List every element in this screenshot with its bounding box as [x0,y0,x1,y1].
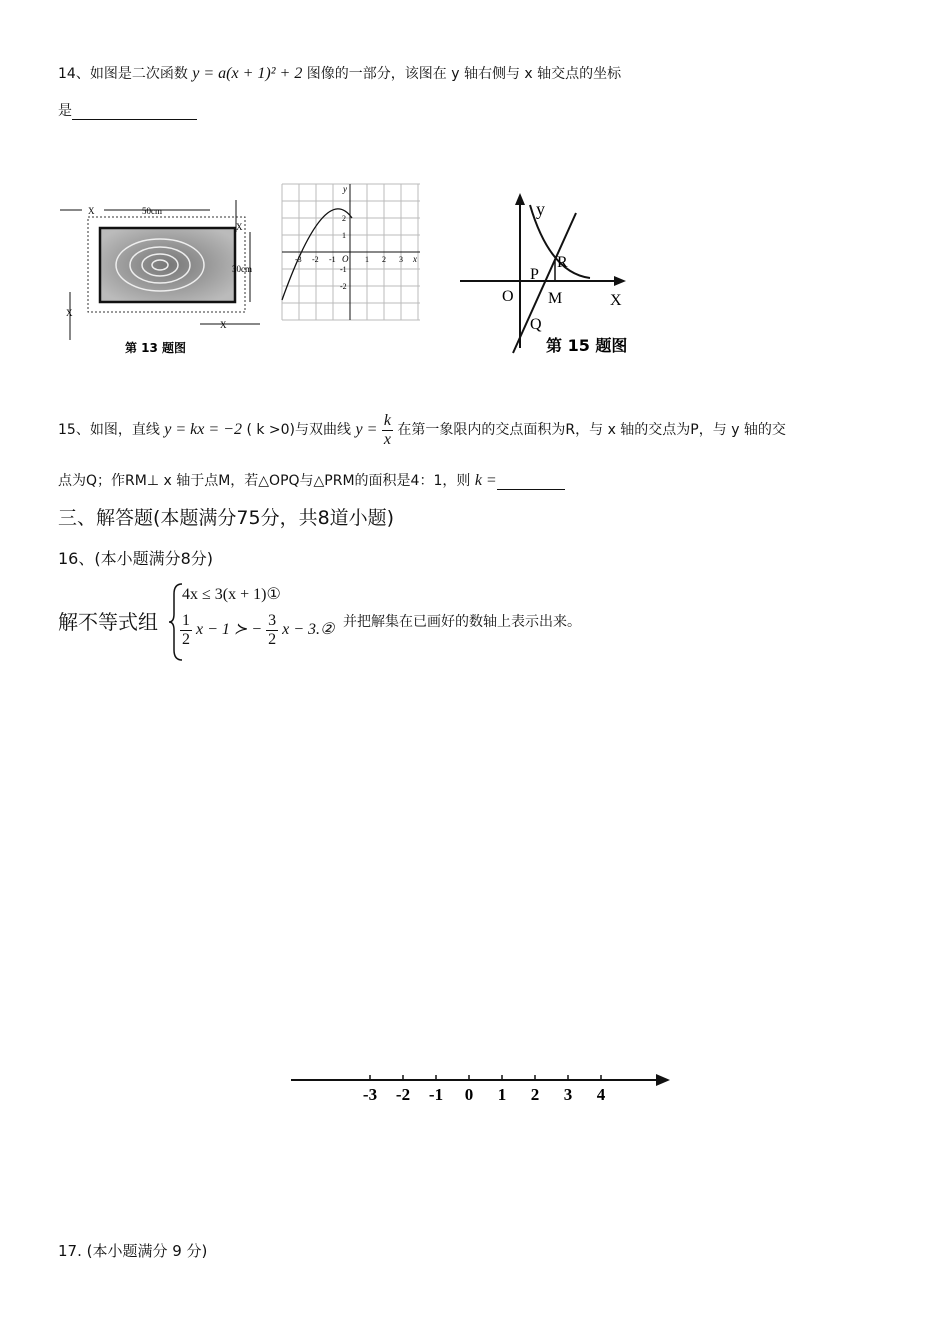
fig15-r-label: R [557,254,568,271]
q16-3half-numerator: 3 [268,612,277,629]
q16-inequality-2 [180,612,334,649]
section-3-title: 三、解答题(本题满分75分，共8道小题) [58,507,395,529]
fig14-ytick: -1 [340,265,347,274]
q14-formula: y = a(x + 1)² + 2 [192,65,303,82]
fig14-xtick: 2 [382,255,386,264]
q15-answer-blank[interactable] [497,475,565,490]
fig13-x-label-left: X [66,308,73,318]
q14-line2-text: 是 [58,103,72,119]
number-line-label: 1 [497,1085,507,1104]
fig15-line [513,213,576,353]
q15-hyp-denominator: x [383,430,391,448]
q16-tail: 并把解集在已画好的数轴上表示出来。 [343,614,581,630]
fig15-q-label: Q [530,316,542,333]
fig14-ytick: 1 [342,231,346,240]
number-line-label: -1 [428,1085,444,1104]
fig14-y-label: y [343,184,347,194]
q16-half-denominator: 2 [182,631,190,648]
q14-line1 [58,63,621,83]
fig14-xtick: -3 [295,255,302,264]
number-line-label: -2 [395,1085,411,1104]
figure-13 [60,192,260,362]
fig13-caption: 第 13 题图 [125,341,187,355]
fig14-origin: O [342,254,349,264]
fig15-p-label: P [530,266,539,283]
q15-line2 [58,470,565,490]
fig15-caption: 第 15 题图 [546,336,628,355]
q15-line1 [58,407,786,453]
q16-fraction-half [180,612,192,649]
q14-answer-blank[interactable] [72,105,197,120]
q15-part1: 如图，直线 [89,422,160,438]
q16-title: 16、(本小题满分8分) [58,549,214,568]
q14-number: 14、 [58,66,90,82]
q15-condition: ( k >0)与双曲线 [246,422,352,438]
q16-3half-denominator: 2 [268,631,277,648]
fig15-m-label: M [548,290,563,307]
fig15-y-arrow [515,193,525,205]
q16-half-numerator: 1 [182,612,190,629]
fig13-x-label-bottom: X [220,320,227,330]
q16-ineq2-middle: x − 1 ≻ − [196,621,263,639]
number-line-label: 2 [530,1085,540,1104]
figure-15 [458,183,648,358]
q14-tail: 图像的一部分，该图在 y 轴右侧与 x 轴交点的坐标 [306,66,622,82]
q16-lead: 解不等式组 [58,610,158,634]
fig13-x-label-right: X [236,222,243,232]
q15-line-equation: y = kx = −2 [164,421,242,438]
number-line-label: 4 [596,1085,606,1104]
fig13-x-label-top: X [88,206,95,216]
q15-number: 15、 [58,422,90,438]
fig13-height-label: 30cm [232,264,252,274]
fig15-origin: O [502,288,514,305]
q15-hyperbola-lhs: y = [355,421,378,438]
q16-inequality-1 [182,584,281,604]
fig14-xtick: -1 [329,255,336,264]
q15-hyperbola-fraction [382,412,393,449]
fig14-ytick: 2 [342,214,346,223]
q15-part2: 在第一象限内的交点面积为R，与 x 轴的交点为P，与 y 轴的交 [397,422,786,438]
q14-lead: 如图是二次函数 [89,66,188,82]
q15-hyp-numerator: k [383,411,391,429]
q14-line2 [58,100,197,120]
number-line[interactable] [288,1068,678,1108]
figure-14 [280,182,422,322]
q17-title: 17. (本小题满分 9 分) [58,1242,208,1260]
number-line-label: 3 [563,1085,573,1104]
q15-k-equals: k = [474,472,497,489]
fig14-xtick: -2 [312,255,319,264]
fig15-y-label: y [536,199,545,219]
fig13-width-label: 50cm [142,206,162,216]
q16-ineq1-text: 4x ≤ 3(x + 1)① [182,586,281,603]
fig15-x-arrow [614,276,626,286]
number-line-arrow [656,1074,670,1086]
q16-fraction-three-halves [266,612,278,649]
fig15-x-label: X [610,292,622,309]
number-line-label: -3 [362,1085,378,1104]
fig14-xtick: 1 [365,255,369,264]
number-line-label: 0 [464,1085,474,1104]
fig14-ytick: -2 [340,282,347,291]
q15-line2-text: 点为Q；作RM⊥ x 轴于点M，若△OPQ与△PRM的面积是4：1，则 [58,473,471,489]
fig14-xtick: 3 [399,255,403,264]
fig14-x-label: x [413,254,417,264]
q16-ineq2-end: x − 3.② [282,621,335,639]
